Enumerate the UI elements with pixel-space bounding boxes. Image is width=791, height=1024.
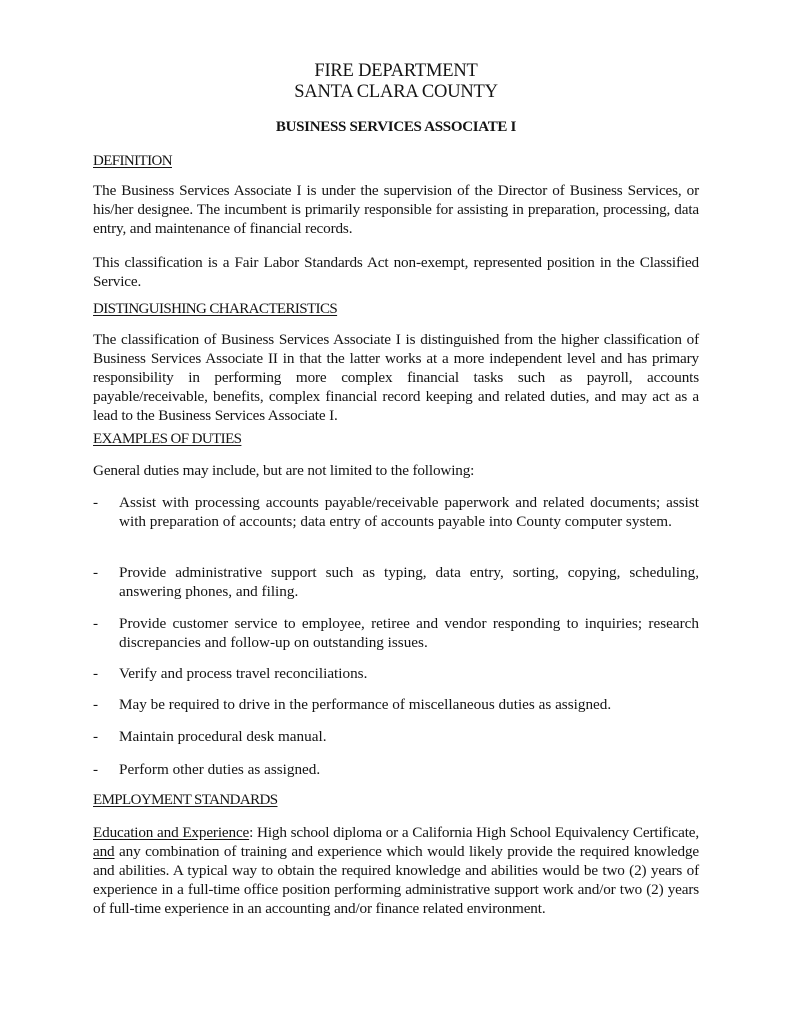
duty-text: Provide administrative support such as typing, data entry, sorting, copying, scheduling, answering phones, and filing. bbox=[119, 564, 699, 600]
duty-list-item bbox=[93, 727, 699, 746]
duty-text: Verify and process travel reconciliations. bbox=[119, 665, 368, 682]
duty-list-item bbox=[93, 760, 699, 779]
education-and-emphasis: and bbox=[93, 843, 115, 860]
duty-text: Maintain procedural desk manual. bbox=[119, 728, 327, 745]
bullet-dash: - bbox=[93, 696, 99, 713]
education-experience-paragraph bbox=[93, 823, 699, 918]
education-text-part2: any combination of training and experience which would likely provide the required knowledge and abilities. A typical way to obtain the required knowledge and abilities would be two (2) years of experience in a full-time office position performing administrative support work and/or two (2) years of full-time experience in an accounting and/or finance related environment. bbox=[93, 843, 699, 917]
distinguishing-heading: DISTINGUISHING CHARACTERISTICS bbox=[93, 301, 338, 317]
bullet-dash: - bbox=[93, 615, 99, 632]
bullet-dash: - bbox=[93, 761, 99, 778]
org-name-line1: FIRE DEPARTMENT bbox=[314, 61, 478, 81]
duty-list-item bbox=[93, 614, 699, 652]
bullet-dash: - bbox=[93, 564, 99, 581]
definition-heading: DEFINITION bbox=[93, 153, 172, 169]
duty-text: Provide customer service to employee, retiree and vendor responding to inquiries; research discrepancies and follow-up on outstanding issues. bbox=[119, 615, 699, 651]
job-title: BUSINESS SERVICES ASSOCIATE I bbox=[275, 119, 517, 135]
distinguishing-paragraph: The classification of Business Services Associate I is distinguished from the higher classification of Business Services Associate II in that the latter works at a more independent level and has primary responsibility in performing more complex financial tasks such as payroll, accounts payable/receivable, benefits, complex financial record keeping and related duties, and may act as a lead to the Business Services Associate I. bbox=[93, 331, 699, 424]
duty-text: Assist with processing accounts payable/receivable paperwork and related documents; assist with preparation of accounts; data entry of accounts payable into County computer system. bbox=[119, 494, 699, 530]
education-text-part1: High school diploma or a California High School Equivalency Certificate, bbox=[257, 824, 700, 841]
duty-text: Perform other duties as assigned. bbox=[119, 761, 321, 778]
bullet-dash: - bbox=[93, 728, 99, 745]
org-name-line2: SANTA CLARA COUNTY bbox=[294, 82, 498, 102]
education-separator: : bbox=[249, 824, 258, 841]
bullet-dash: - bbox=[93, 665, 99, 682]
duty-list-item bbox=[93, 493, 699, 531]
duty-text: May be required to drive in the performance of miscellaneous duties as assigned. bbox=[119, 696, 612, 713]
duty-list-item bbox=[93, 664, 699, 683]
document-header bbox=[93, 61, 699, 103]
employment-heading: EMPLOYMENT STANDARDS bbox=[93, 792, 278, 808]
education-label: Education and Experience bbox=[93, 824, 250, 841]
definition-paragraph-1: The Business Services Associate I is under the supervision of the Director of Business Services, or his/her designee. The incumbent is primarily responsible for assisting in preparation, processing, data entry, and maintenance of financial records. bbox=[93, 182, 699, 237]
duty-list-item bbox=[93, 563, 699, 601]
duties-intro: General duties may include, but are not limited to the following: bbox=[93, 462, 475, 479]
duties-heading: EXAMPLES OF DUTIES bbox=[93, 431, 242, 447]
definition-paragraph-2: This classification is a Fair Labor Standards Act non-exempt, represented position in the Classified Service. bbox=[93, 254, 699, 290]
duty-list-item bbox=[93, 695, 699, 714]
bullet-dash: - bbox=[93, 494, 99, 511]
